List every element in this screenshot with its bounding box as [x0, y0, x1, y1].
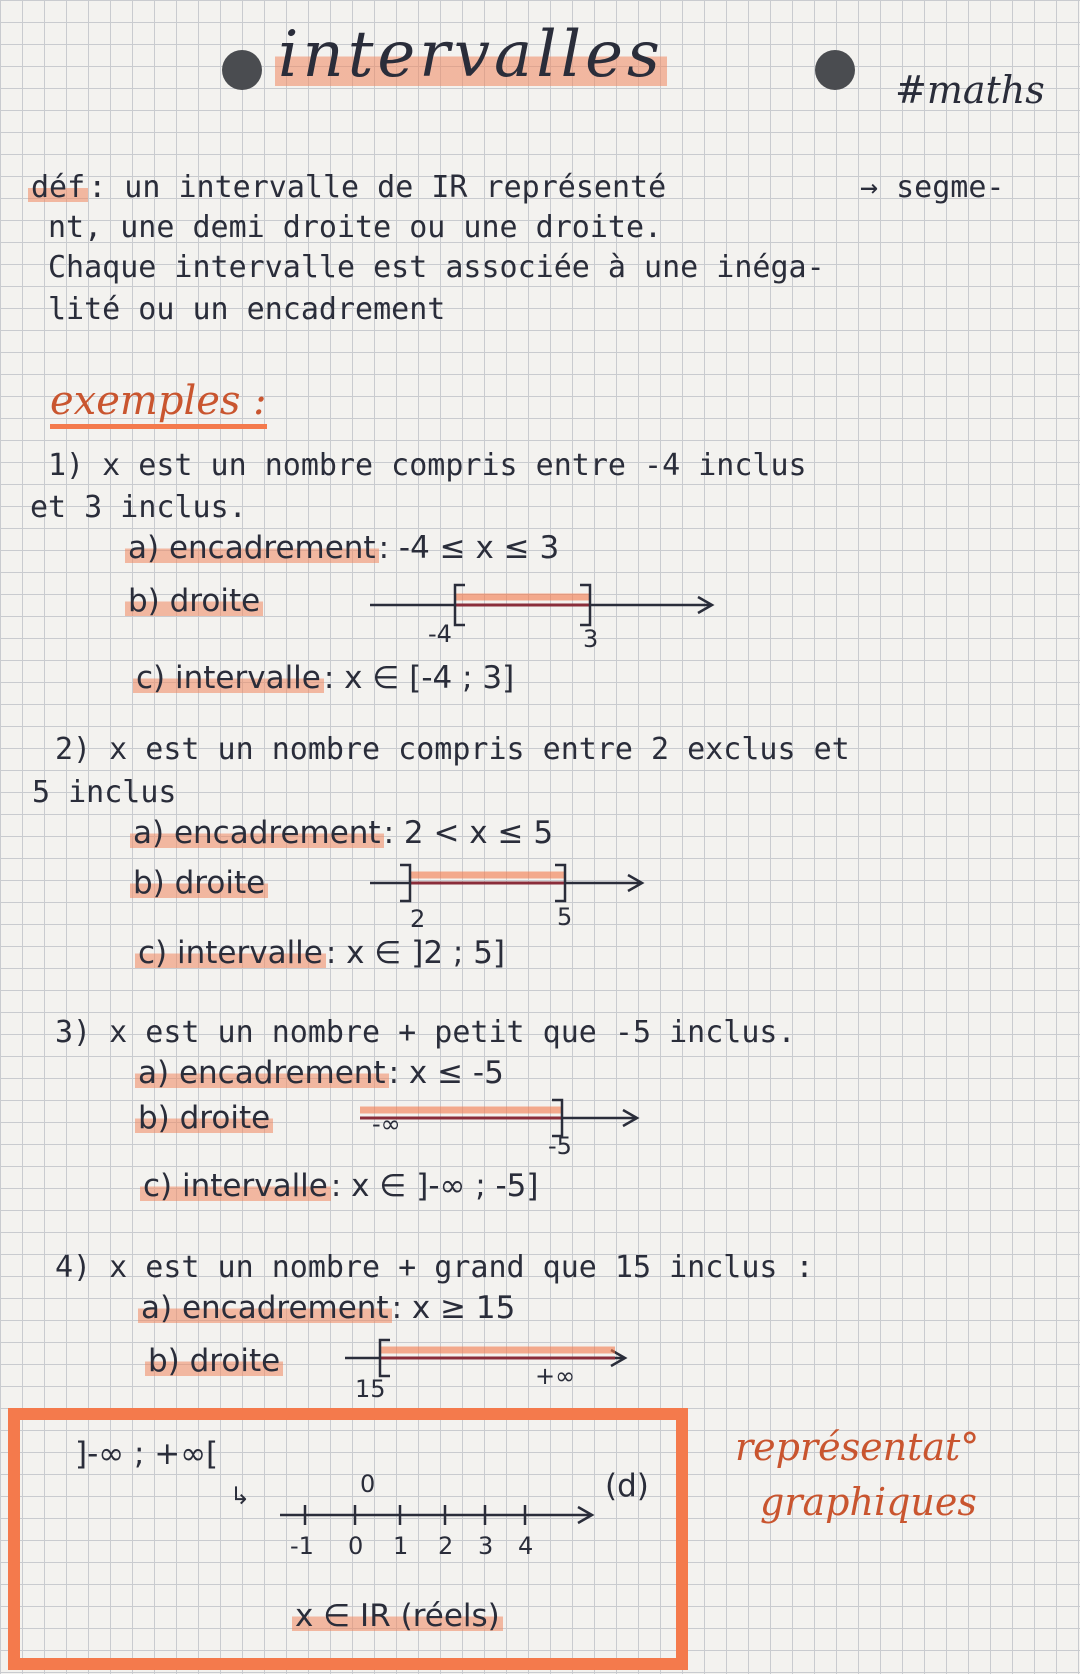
- example-2-tick-left: 2: [410, 905, 426, 933]
- box-tick-4: 4: [518, 1532, 534, 1560]
- box-tick-1: 1: [393, 1532, 409, 1560]
- definition-line4: lité ou un encadrement: [48, 292, 446, 327]
- side-note-line1: représentat°: [735, 1425, 980, 1469]
- example-1-number-line: [370, 585, 720, 625]
- box-number-line: [280, 1500, 610, 1530]
- definition-line2: nt, une demi droite ou une droite.: [48, 210, 663, 245]
- example-2-c-label: c) intervalle: [135, 935, 326, 971]
- example-3-tick-right: -5: [548, 1132, 572, 1160]
- box-line-label: (d): [605, 1468, 649, 1504]
- example-2-tick-right: 5: [557, 903, 573, 931]
- example-3-tick-left: -∞: [372, 1110, 401, 1138]
- example-1-c-value: : x ∈ [-4 ; 3]: [323, 660, 515, 696]
- example-3-b-label: b) droite: [135, 1100, 273, 1136]
- example-4-b-label: b) droite: [145, 1343, 283, 1379]
- box-tick-minus1: -1: [290, 1532, 314, 1560]
- example-3-c-label: c) intervalle: [140, 1168, 331, 1204]
- example-1-a-label: a) encadrement: [125, 530, 379, 566]
- example-1-c-label: c) intervalle: [133, 660, 324, 696]
- box-tick-3: 3: [478, 1532, 494, 1560]
- example-2-statement: 2) x est un nombre compris entre 2 exclus et: [55, 732, 850, 767]
- example-4-a-label: a) encadrement: [138, 1290, 392, 1326]
- box-tick-0: 0: [348, 1532, 364, 1560]
- box-arrow-icon: ↳: [230, 1482, 251, 1510]
- example-2-statement-cont: 5 inclus: [32, 775, 177, 810]
- page-title: intervalles: [275, 18, 667, 92]
- example-1-statement-cont: et 3 inclus.: [30, 490, 247, 525]
- box-origin-label: 0: [360, 1470, 376, 1498]
- example-2-number-line: [370, 863, 660, 903]
- examples-heading: exemples :: [50, 378, 267, 429]
- example-4-statement: 4) x est un nombre + grand que 15 inclus :: [55, 1250, 814, 1285]
- title-bullet-right-icon: [815, 50, 855, 90]
- definition-line1-end: → segme-: [860, 170, 1005, 205]
- box-caption: x ∈ IR (réels): [292, 1598, 503, 1634]
- example-1-b-label: b) droite: [125, 583, 263, 619]
- example-1-a-value: : -4 ≤ x ≤ 3: [378, 530, 560, 566]
- example-4-number-line: [345, 1338, 635, 1378]
- example-1-tick-right: 3: [583, 625, 599, 653]
- example-3-number-line: [360, 1098, 650, 1138]
- example-2-c-value: : x ∈ ]2 ; 5]: [325, 935, 506, 971]
- example-1-tick-left: -4: [428, 620, 452, 648]
- example-2-a-value: : 2 < x ≤ 5: [383, 815, 554, 851]
- example-1-statement: 1) x est un nombre compris entre -4 inclus: [48, 448, 807, 483]
- definition-line3: Chaque intervalle est associée à une inéga-: [48, 250, 825, 285]
- example-4-tick-left: 15: [355, 1375, 386, 1403]
- example-3-a-label: a) encadrement: [135, 1055, 389, 1091]
- box-interval: ]-∞ ; +∞[: [75, 1436, 219, 1472]
- example-2-a-label: a) encadrement: [130, 815, 384, 851]
- example-3-statement: 3) x est un nombre + petit que -5 inclus.: [55, 1015, 796, 1050]
- box-tick-2: 2: [438, 1532, 454, 1560]
- example-2-b-label: b) droite: [130, 865, 268, 901]
- definition-label: déf: [28, 170, 88, 205]
- example-3-c-value: : x ∈ ]-∞ ; -5]: [330, 1168, 539, 1204]
- example-3-a-value: : x ≤ -5: [388, 1055, 504, 1091]
- definition-line1: : un intervalle de IR représenté: [88, 170, 667, 205]
- hashtag: #maths: [895, 68, 1045, 112]
- example-4-a-value: : x ≥ 15: [391, 1290, 516, 1326]
- side-note-line2: graphiques: [760, 1480, 977, 1524]
- title-bullet-left-icon: [222, 50, 262, 90]
- example-4-tick-right: +∞: [535, 1362, 576, 1390]
